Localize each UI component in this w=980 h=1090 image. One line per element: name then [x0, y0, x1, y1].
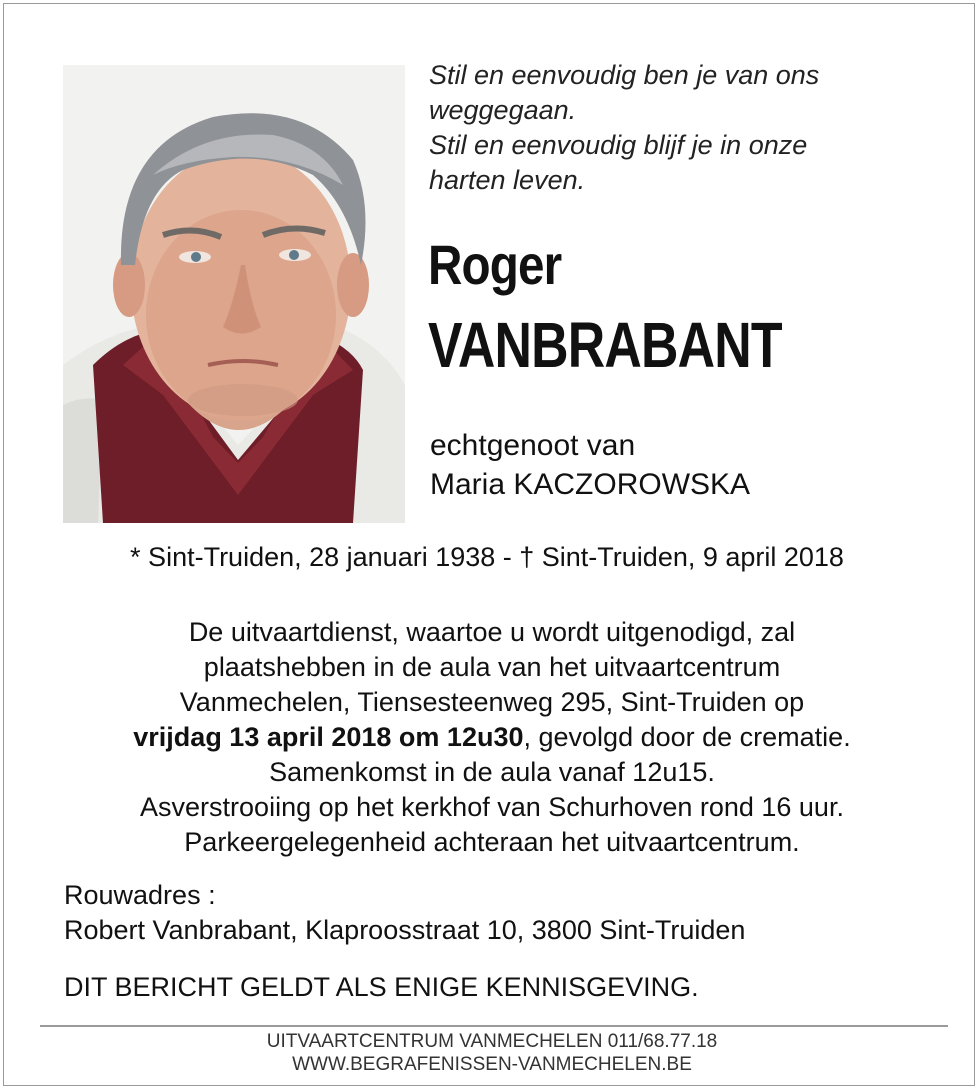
poem-line: weggegaan.	[429, 95, 577, 125]
poem-line: Stil en eenvoudig blijf je in onze	[429, 130, 808, 160]
address-label: Rouwadres :	[64, 880, 216, 910]
service-date: vrijdag 13 april 2018 om 12u30	[133, 722, 524, 752]
footer	[4, 1030, 980, 1076]
service-date-rest: , gevolgd door de crematie.	[523, 722, 851, 752]
first-name: Roger	[428, 233, 562, 296]
service-date-line	[4, 720, 980, 755]
mourning-address	[64, 878, 745, 948]
poem	[429, 58, 949, 198]
service-line: Samenkomst in de aula vanaf 12u15.	[269, 757, 715, 787]
service-line: plaatshebben in de aula van het uitvaartcentrum	[203, 652, 781, 682]
spouse-label: echtgenoot van	[430, 429, 636, 462]
spouse-name: Maria KACZOROWSKA	[430, 468, 751, 501]
last-name: VANBRABANT	[428, 309, 782, 381]
poem-line: harten leven.	[429, 165, 586, 195]
service-details	[4, 615, 980, 860]
service-line: De uitvaartdienst, waartoe u wordt uitgenodigd, zal	[188, 617, 796, 647]
footer-website: WWW.BEGRAFENISSEN-VANMECHELEN.BE	[292, 1054, 692, 1075]
divider	[40, 1025, 948, 1027]
service-line: Asverstrooiing op het kerkhof van Schurhoven rond 16 uur.	[140, 792, 844, 822]
portrait-photo	[63, 65, 405, 523]
address-value: Robert Vanbrabant, Klaproosstraat 10, 3800 Sint-Truiden	[64, 915, 746, 945]
service-line: Vanmechelen, Tiensesteenweg 295, Sint-Truiden op	[179, 687, 805, 717]
service-line: Parkeergelegenheid achteraan het uitvaartcentrum.	[184, 827, 800, 857]
footer-company: UITVAARTCENTRUM VANMECHELEN 011/68.77.18	[266, 1031, 718, 1052]
portrait-illustration	[63, 65, 405, 523]
obituary-card	[3, 3, 975, 1086]
spouse-info	[430, 426, 750, 504]
poem-line: Stil en eenvoudig ben je van ons	[429, 60, 820, 90]
notice-text: DIT BERICHT GELDT ALS ENIGE KENNISGEVING.	[64, 972, 699, 1002]
life-dates: * Sint-Truiden, 28 januari 1938 - † Sint-Truiden, 9 april 2018	[130, 542, 844, 572]
